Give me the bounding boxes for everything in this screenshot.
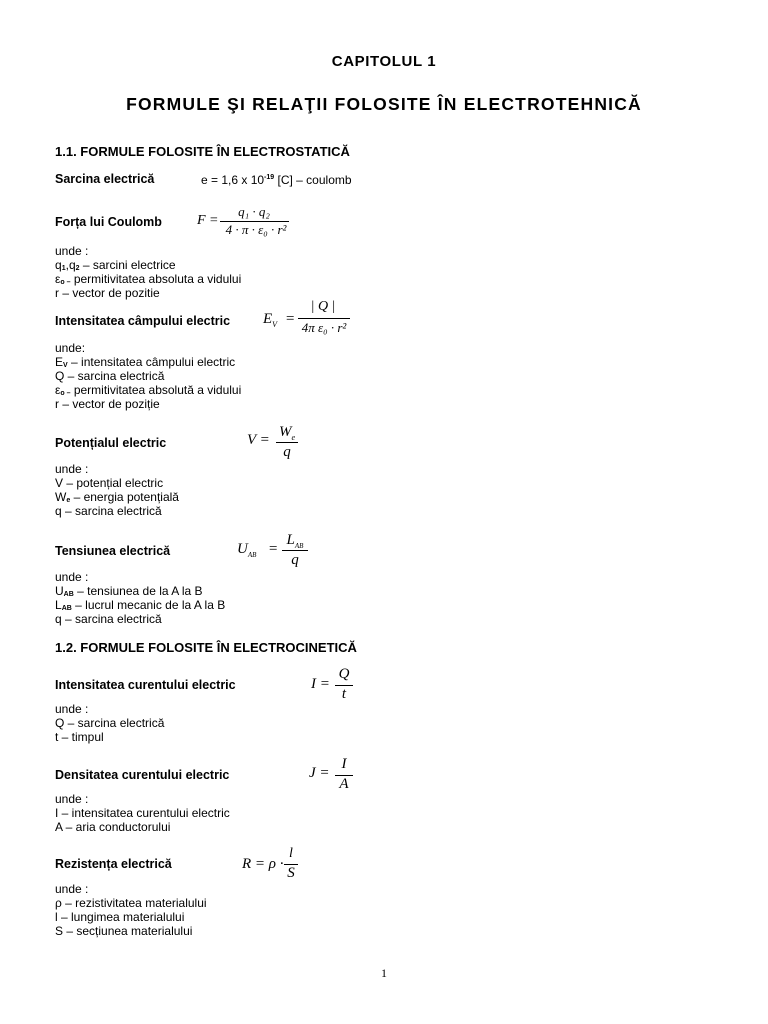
label-potential-electric: Potențialul electric — [55, 436, 167, 450]
formula-tensiune-eq: = — [268, 541, 279, 557]
label-sarcina-electrica: Sarcina electrică — [55, 172, 155, 186]
formula-coulomb-denominator: 4 · π · ε₀ · r² — [225, 222, 287, 237]
formula-tensiune-lhs: $U_{AB}$ — [237, 541, 257, 559]
formula-rezistenta-numerator: l — [289, 846, 293, 861]
where-label: unde : — [55, 702, 89, 716]
formula-coulomb-numerator: q₁ · q₂ — [238, 204, 270, 219]
list-item: I – intensitatea curentului electric — [55, 806, 230, 820]
where-label: unde : — [55, 882, 89, 896]
label-tensiunea-electrica: Tensiunea electrică — [55, 544, 171, 558]
formula-tensiune-denominator: q — [291, 552, 299, 568]
where-label: unde : — [55, 244, 89, 258]
where-label: unde: — [55, 341, 86, 355]
formula-densitate-denominator: A — [339, 776, 349, 792]
list-item: t – timpul — [55, 730, 104, 744]
list-item: Q – sarcina electrică — [55, 369, 165, 383]
list-item: $\varepsilon_{o -}$ permitivitatea absoluta a vidului — [55, 272, 242, 286]
list-item: r – vector de poziție — [55, 397, 160, 411]
formula-camp-eq: = — [285, 311, 296, 327]
formula-tensiune-numerator: $L_{AB}$ — [286, 532, 304, 550]
where-label: unde : — [55, 570, 89, 584]
list-item: $L_{AB}$ – lucrul mecanic de la A la B — [55, 598, 226, 612]
list-item: $U_{AB}$ – tensiunea de la A la B — [55, 584, 203, 598]
formula-camp-numerator: | Q | — [310, 299, 336, 314]
page-number: 1 — [381, 966, 387, 980]
section-heading-electrostatica: 1.1. FORMULE FOLOSITE ÎN ELECTROSTATICĂ — [55, 144, 350, 159]
list-item: q – sarcina electrică — [55, 504, 162, 518]
list-item: $W_e$ – energia potențială — [55, 490, 179, 504]
section-heading-electrocinetica: 1.2. FORMULE FOLOSITE ÎN ELECTROCINETICĂ — [55, 640, 357, 655]
formula-sarcina: e = 1,6 x $10^{-19}$ [C] – coulomb — [201, 173, 352, 187]
where-label: unde : — [55, 462, 89, 476]
formula-potential-numerator: $W_e$ — [278, 424, 296, 442]
formula-densitate-lhs: J = — [309, 765, 330, 781]
fraction-bar — [298, 318, 350, 319]
formula-densitate-numerator: I — [341, 756, 347, 772]
list-item: A – aria conductorului — [55, 820, 171, 834]
formula-curent-denominator: t — [341, 686, 347, 702]
list-item: q – sarcina electrică — [55, 612, 162, 626]
list-item: ρ – rezistivitatea materialului — [55, 896, 207, 910]
fraction-bar — [276, 442, 298, 443]
formula-curent-numerator: Q — [338, 666, 350, 682]
label-densitatea-curentului: Densitatea curentului electric — [55, 768, 230, 782]
list-item: $\varepsilon_{o -}$ permitivitatea absolută a vidului — [55, 383, 242, 397]
formula-camp-denominator: 4π ε₀ · r² — [301, 320, 347, 335]
formula-camp-lhs: $E_V$ — [263, 311, 278, 329]
where-label: unde : — [55, 792, 89, 806]
label-forta-coulomb: Forța lui Coulomb — [55, 215, 162, 229]
list-item: $q_1,q_2$ – sarcini electrice — [55, 258, 176, 272]
formula-curent-lhs: I = — [311, 676, 330, 692]
formula-potential-lhs: V = — [247, 432, 270, 448]
list-item: V – potențial electric — [55, 476, 164, 490]
formula-potential-denominator: q — [283, 444, 291, 460]
formula-coulomb-lhs: F = — [197, 213, 219, 228]
label-rezistenta-electrica: Rezistența electrică — [55, 857, 172, 871]
document-title: FORMULE ŞI RELAŢII FOLOSITE ÎN ELECTROTEHNICĂ — [126, 94, 642, 114]
list-item: r – vector de pozitie — [55, 286, 160, 300]
formula-rezistenta-lhs: R = ρ · — [242, 856, 284, 872]
label-intensitatea-curentului: Intensitatea curentului electric — [55, 678, 236, 692]
fraction-bar — [282, 550, 308, 551]
list-item: S – secțiunea materialului — [55, 924, 193, 938]
list-item: $E_V$ – intensitatea câmpului electric — [55, 355, 236, 369]
label-intensitatea-campului: Intensitatea câmpului electric — [55, 314, 231, 328]
formula-rezistenta-denominator: S — [287, 865, 295, 881]
list-item: Q – sarcina electrică — [55, 716, 165, 730]
list-item: l – lungimea materialului — [55, 910, 185, 924]
chapter-heading: CAPITOLUL 1 — [331, 53, 437, 70]
